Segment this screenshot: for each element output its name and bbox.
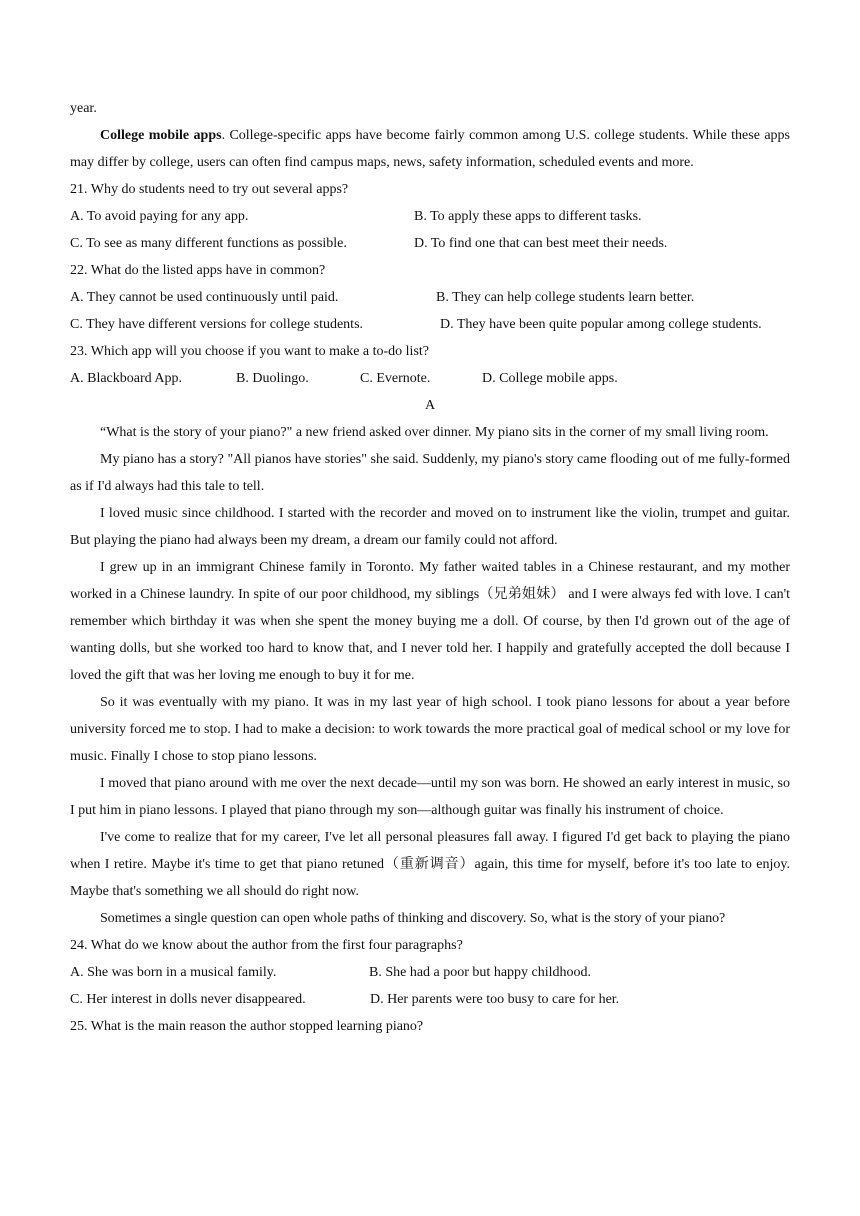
option-c: C. Evernote. — [360, 371, 431, 386]
continuation-text: year. — [70, 101, 97, 116]
question-stem: 22. What do the listed apps have in common? — [70, 263, 326, 278]
question-stem: 23. Which app will you choose if you want to make a to-do list? — [70, 344, 430, 359]
option-row — [70, 230, 790, 257]
option-b: B. They can help college students learn better. — [436, 290, 695, 305]
passage-paragraph-4: I grew up in an immigrant Chinese family in Toronto. My father waited tables in a Chinese restaurant, and my mother worked in a Chinese laundry. In spite of our poor childhood, my siblings（兄弟姐妹） and I were always fed with love. I can't remember which birthday it was when she spent the money buying me a doll. Of course, by then I'd grown out of the age of wanting dolls, but she worked too hard to know that, and I never told her. I happily and gratefully accepted the doll because I loved the gift that was her loving me enough to buy it for me. — [70, 560, 790, 683]
passage-paragraph-7: I've come to realize that for my career, I've let all personal pleasures fall away. I figured I'd get back to playing the piano when I retire. Maybe it's time to get that piano retuned（重新调音）again, this time for myself, before it's too late to enjoy. Maybe that's something we all should do right now. — [70, 830, 790, 899]
question-stem: 25. What is the main reason the author stopped learning piano? — [70, 1019, 424, 1034]
option-b: B. Duolingo. — [236, 371, 309, 386]
option-c: C. Her interest in dolls never disappeared. — [70, 992, 306, 1007]
college-apps-paragraph — [70, 122, 790, 176]
option-b: B. She had a poor but happy childhood. — [369, 965, 592, 980]
college-apps-title: College mobile apps — [100, 128, 222, 143]
option-row — [70, 986, 790, 1013]
question-stem: 24. What do we know about the author from the first four paragraphs? — [70, 938, 463, 953]
page-content — [70, 95, 790, 1040]
college-apps-text: . College-specific apps have become fairly common among U.S. college students. While these apps may differ by college, users can often find campus maps, news, safety information, scheduled events and more. — [70, 128, 790, 170]
option-row — [70, 311, 790, 338]
option-b: B. To apply these apps to different tasks. — [414, 209, 642, 224]
passage-paragraph-6: I moved that piano around with me over the next decade—until my son was born. He showed an early interest in music, so I put him in piano lessons. I played that piano through my son—although guitar was finally his instrument of choice. — [70, 776, 790, 818]
option-a: A. Blackboard App. — [70, 371, 182, 386]
option-d: D. They have been quite popular among college students. — [440, 317, 762, 332]
option-d: D. To find one that can best meet their needs. — [414, 236, 668, 251]
option-row — [70, 284, 790, 311]
option-row — [70, 365, 790, 392]
passage-paragraph-5: So it was eventually with my piano. It was in my last year of high school. I took piano lessons for about a year before university forced me to stop. I had to make a decision: to work towards the more practical goal of medical school or my love for music. Finally I chose to stop piano lessons. — [70, 695, 790, 764]
option-a: A. She was born in a musical family. — [70, 965, 277, 980]
passage-paragraph-3: I loved music since childhood. I started with the recorder and moved on to instrument like the violin, trumpet and guitar. But playing the piano had always been my dream, a dream our family could not afford. — [70, 506, 790, 548]
passage-paragraph-1: “What is the story of your piano?" a new friend asked over dinner. My piano sits in the corner of my small living room. — [100, 425, 769, 440]
option-d: D. College mobile apps. — [482, 371, 618, 386]
question-stem: 21. Why do students need to try out several apps? — [70, 182, 349, 197]
option-row — [70, 959, 790, 986]
option-d: D. Her parents were too busy to care for her. — [370, 992, 620, 1007]
option-row — [70, 203, 790, 230]
passage-paragraph-8: Sometimes a single question can open whole paths of thinking and discovery. So, what is the story of your piano? — [100, 911, 726, 926]
option-a: A. They cannot be used continuously until paid. — [70, 290, 339, 305]
option-a: A. To avoid paying for any app. — [70, 209, 249, 224]
option-c: C. To see as many different functions as possible. — [70, 236, 347, 251]
option-c: C. They have different versions for college students. — [70, 317, 364, 332]
section-label: A — [424, 398, 436, 413]
passage-paragraph-2: My piano has a story? "All pianos have stories" she said. Suddenly, my piano's story came flooding out of me fully-formed as if I'd always had this tale to tell. — [70, 452, 790, 494]
